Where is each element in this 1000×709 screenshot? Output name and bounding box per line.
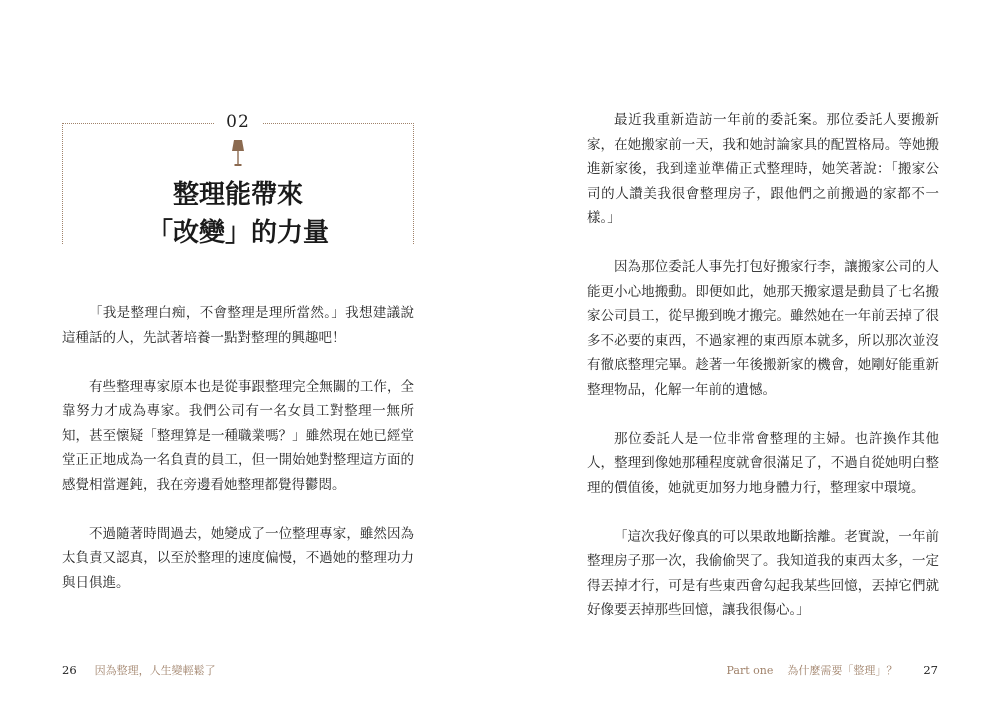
running-book-title: 因為整理，人生變輕鬆了 bbox=[94, 664, 216, 677]
chapter-title-line-2: 「改變」的力量 bbox=[146, 218, 329, 248]
left-footer bbox=[62, 662, 216, 678]
chapter-title-line-1: 整理能帶來 bbox=[172, 180, 303, 210]
paragraph: 因為那位委託人事先打包好搬家行李，讓搬家公司的人能更小心地搬動。即便如此，她那天搬家還是動員了七名搬家公司員工，從早搬到晚才搬完。雖然她在一年前丟掉了很多不必要的東西，不過家裡的東西原本就多，所以那次並沒有徹底整理完畢。趁著一年後搬新家的機會，她剛好能重新整理物品，化解一年前的遺憾。 bbox=[587, 259, 939, 398]
left-body-text bbox=[62, 301, 414, 620]
part-label: Part one bbox=[726, 664, 774, 677]
chapter-number: 02 bbox=[214, 112, 262, 132]
page-number: 27 bbox=[923, 663, 938, 677]
chapter-heading-box bbox=[62, 112, 414, 248]
running-section-title: 為什麼需要「整理」？ bbox=[787, 664, 898, 677]
lamp-icon bbox=[232, 140, 244, 166]
right-footer bbox=[727, 662, 939, 678]
paragraph: 那位委託人是一位非常會整理的主婦。也許換作其他人，整理到像她那種程度就會很滿足了，不過自從她明白整理的價值後，她就更加努力地身體力行，整理家中環境。 bbox=[587, 430, 939, 496]
right-page bbox=[500, 0, 1000, 709]
chapter-title bbox=[63, 176, 413, 252]
paragraph: 有些整理專家原本也是從事跟整理完全無關的工作，全靠努力才成為專家。我們公司有一名女員工對整理一無所知，甚至懷疑「整理算是一種職業嗎？」雖然現在她已經堂堂正正地成為一名負責的員工，但一開始她對整理這方面的感覺相當遲鈍，我在旁邊看她整理都覺得鬱悶。 bbox=[62, 378, 414, 493]
paragraph: 「我是整理白痴，不會整理是理所當然。」我想建議說這種話的人，先試著培養一點對整理的興趣吧！ bbox=[62, 305, 414, 346]
right-body-text bbox=[587, 108, 939, 647]
paragraph: 「這次我好像真的可以果敢地斷捨離。老實說，一年前整理房子那一次，我偷偷哭了。我知道我的東西太多，一定得丟掉才行，可是有些東西會勾起我某些回憶，丟掉它們就好像要丟掉那些回憶，讓我很傷心。」 bbox=[587, 528, 939, 618]
paragraph: 最近我重新造訪一年前的委託案。那位委託人要搬新家，在她搬家前一天，我和她討論家具的配置格局。等她搬進新家後，我到達並準備正式整理時，她笑著說：「搬家公司的人讚美我很會整理房子，跟他們之前搬過的家都不一樣。」 bbox=[587, 112, 939, 226]
page-number: 26 bbox=[62, 663, 77, 677]
paragraph: 不過隨著時間過去，她變成了一位整理專家，雖然因為太負責又認真，以至於整理的速度偏慢，不過她的整理功力與日俱進。 bbox=[62, 525, 414, 591]
